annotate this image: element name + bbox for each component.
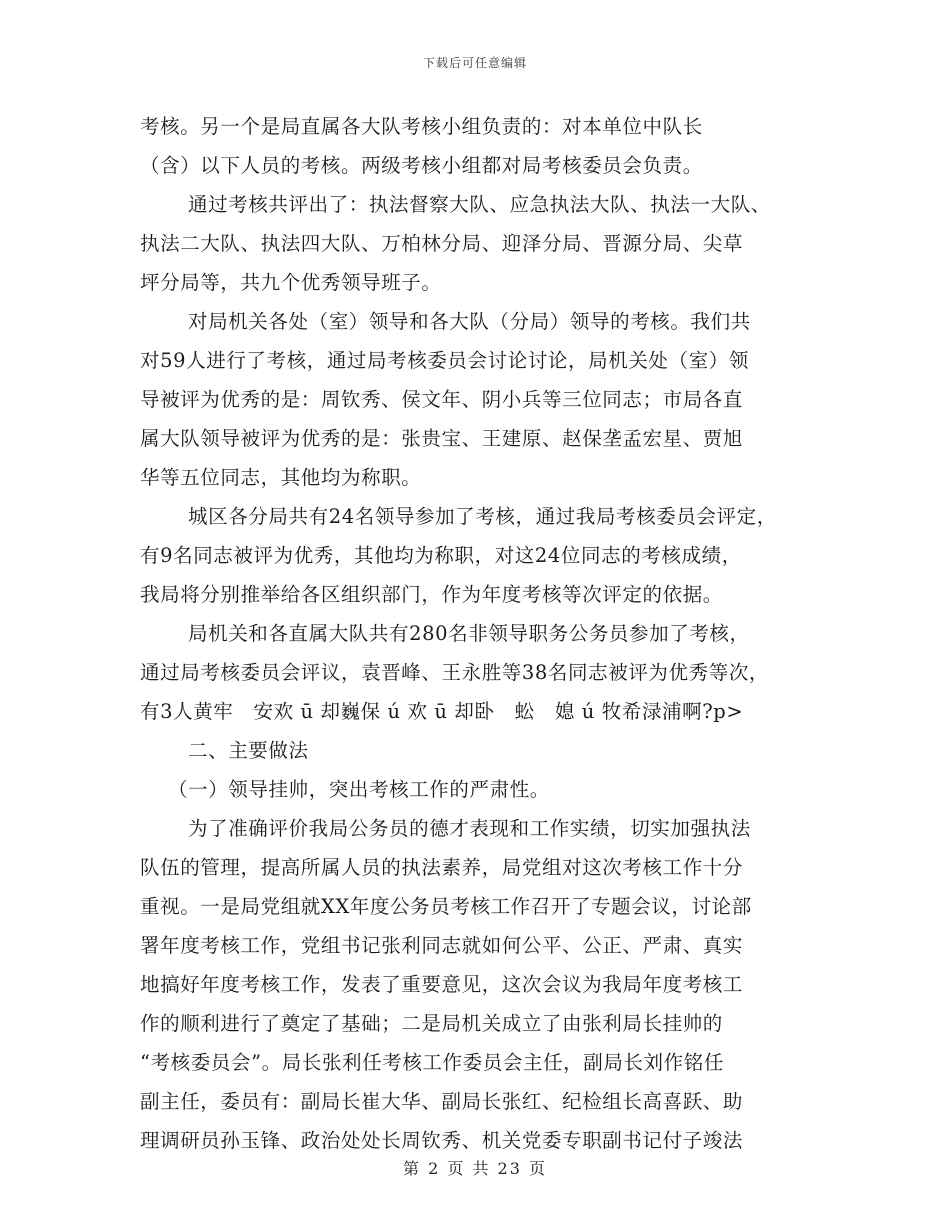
text-line: （含）以下人员的考核。两级考核小组都对局考核委员会负责。	[140, 154, 703, 177]
page-number-footer: 第 2 页 共 23 页	[403, 1159, 547, 1178]
text-line: 导被评为优秀的是：周钦秀、侯文年、阴小兵等三位同志；市局各直	[140, 388, 744, 411]
text-line: 执法二大队、执法四大队、万柏林分局、迎泽分局、晋源分局、尖草	[140, 232, 744, 255]
section-heading: 二、主要做法	[188, 739, 309, 762]
document-body	[140, 107, 820, 1160]
text-line: 署年度考核工作，党组书记张利同志就如何公平、公正、严肃、真实	[140, 934, 744, 957]
page-header: 下载后可任意编辑	[422, 56, 527, 70]
text-line: 对59人进行了考核，通过局考核委员会讨论讨论，局机关处（室）领	[140, 349, 749, 372]
text-line: 属大队领导被评为优秀的是：张贵宝、王建原、赵保垄孟宏星、贾旭	[140, 427, 744, 450]
text-line: 为了准确评价我局公务员的德才表现和工作实绩，切实加强执法	[188, 817, 751, 840]
text-line: 理调研员孙玉锋、政治处处长周钦秀、机关党委专职副书记付子竣法	[140, 1129, 744, 1152]
text-line: 重视。一是局党组就XX年度公务员考核工作召开了专题会议，讨论部	[140, 895, 752, 918]
text-line: 局机关和各直属大队共有280名非领导职务公务员参加了考核，	[188, 622, 750, 645]
text-line: 考核。另一个是局直属各大队考核小组负责的：对本单位中队长	[140, 115, 703, 138]
text-line: 坪分局等，共九个优秀领导班子。	[140, 271, 442, 294]
text-line: 队伍的管理，提高所属人员的执法素养，局党组对这次考核工作十分	[140, 856, 744, 879]
text-line: 城区各分局共有24名领导参加了考核，通过我局考核委员会评定，	[188, 505, 777, 528]
text-line: 有9名同志被评为优秀，其他均为称职，对这24位同志的考核成绩，	[140, 544, 742, 567]
text-line: 有3人黄牢 安欢 ū 却巍保 ú 欢 ū 却卧 蚣 媳 ú 牧希渌浦啊?p>	[140, 700, 744, 723]
subsection-heading: （一）领导挂帅，突出考核工作的严肃性。	[168, 778, 550, 801]
text-line: 对局机关各处（室）领导和各大队（分局）领导的考核。我们共	[188, 310, 751, 333]
text-line: 作的顺利进行了奠定了基础；二是局机关成立了由张利局长挂帅的	[140, 1012, 723, 1035]
text-line: “考核委员会”。局长张利任考核工作委员会主任，副局长刘作铭任	[140, 1051, 724, 1074]
text-line: 华等五位同志，其他均为称职。	[140, 466, 422, 489]
text-line: 副主任，委员有：副局长崔大华、副局长张红、纪检组长高喜跃、助	[140, 1090, 744, 1113]
text-line: 地搞好年度考核工作，发表了重要意见，这次会议为我局年度考核工	[140, 973, 744, 996]
text-line: 我局将分别推举给各区组织部门，作为年度考核等次评定的依据。	[140, 583, 723, 606]
text-line: 通过考核共评出了：执法督察大队、应急执法大队、执法一大队、	[188, 193, 771, 216]
text-line: 通过局考核委员会评议，袁晋峰、王永胜等38名同志被评为优秀等次，	[140, 661, 770, 684]
